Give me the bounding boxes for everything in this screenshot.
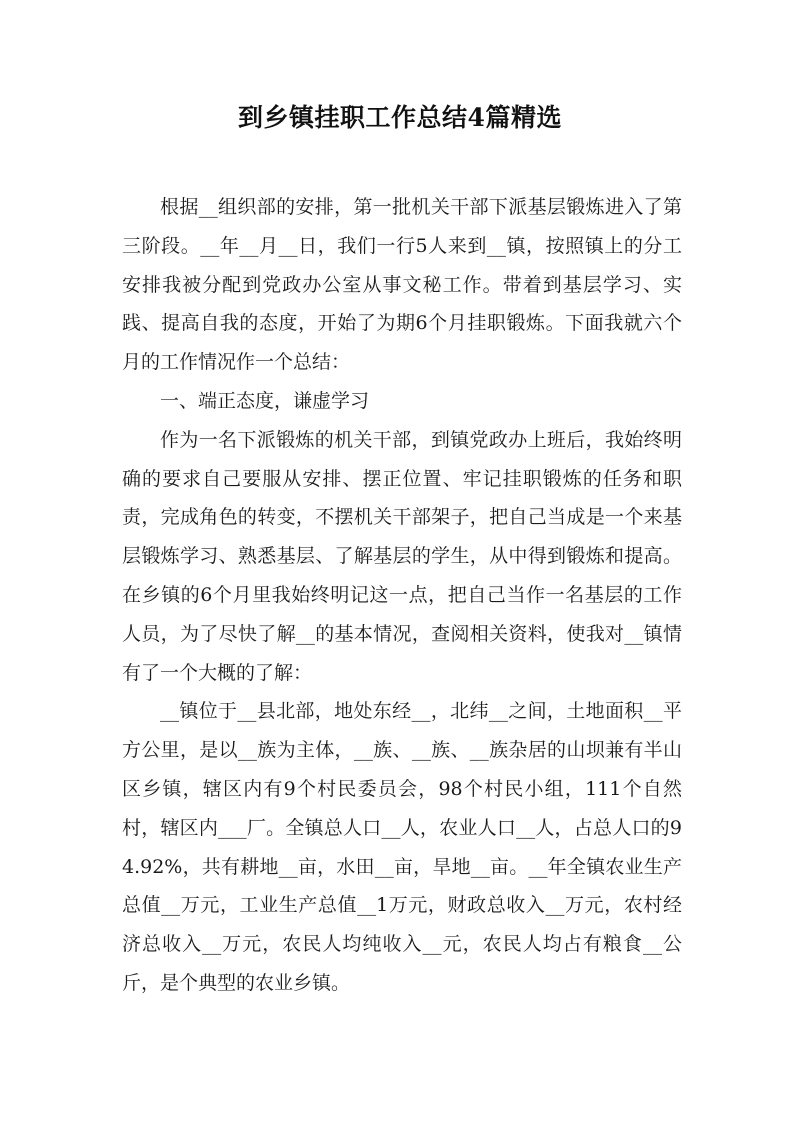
document-title: 到乡镇挂职工作总结4篇精选 <box>238 103 562 132</box>
document-body <box>122 188 682 1003</box>
paragraph-town-overview: __镇位于__县北部，地处东经__，北纬__之间，土地面积__平方公里，是以__族为主体，__族、__族、__族杂居的山坝兼有半山区乡镇，辖区内有9个村民委员会，98个村民小组，111个自然村，辖区内___厂。全镇总人口__人，农业人口__人，占总人口的94.92%，共有耕地__亩，水田__亩，旱地__亩。__年全镇农业生产总值__万元，工业生产总值__1万元，财政总收入__万元，农村经济总收入__万元，农民人均纯收入__元，农民人均占有粮食__公斤，是个典型的农业乡镇。 <box>122 700 682 994</box>
paragraph-intro: 根据__组织部的安排，第一批机关干部下派基层锻炼进入了第三阶段。__年__月__日，我们一行5人来到__镇，按照镇上的分工安排我被分配到党政办公室从事文秘工作。带着到基层学习、实践、提高自我的态度，开始了为期6个月挂职锻炼。下面我就六个月的工作情况作一个总结： <box>122 196 682 374</box>
paragraph-attitude: 作为一名下派锻炼的机关干部，到镇党政办上班后，我始终明确的要求自己要服从安排、摆正位置、牢记挂职锻炼的任务和职责，完成角色的转变，不摆机关干部架子，把自己当成是一个来基层锻炼学习、熟悉基层、了解基层的学生，从中得到锻炼和提高。在乡镇的6个月里我始终明记这一点，把自己当作一名基层的工作人员，为了尽快了解__的基本情况，查阅相关资料，使我对__镇情有了一个大概的了解： <box>122 428 682 684</box>
section-heading: 一、端正态度，谦虚学习 <box>160 389 370 412</box>
